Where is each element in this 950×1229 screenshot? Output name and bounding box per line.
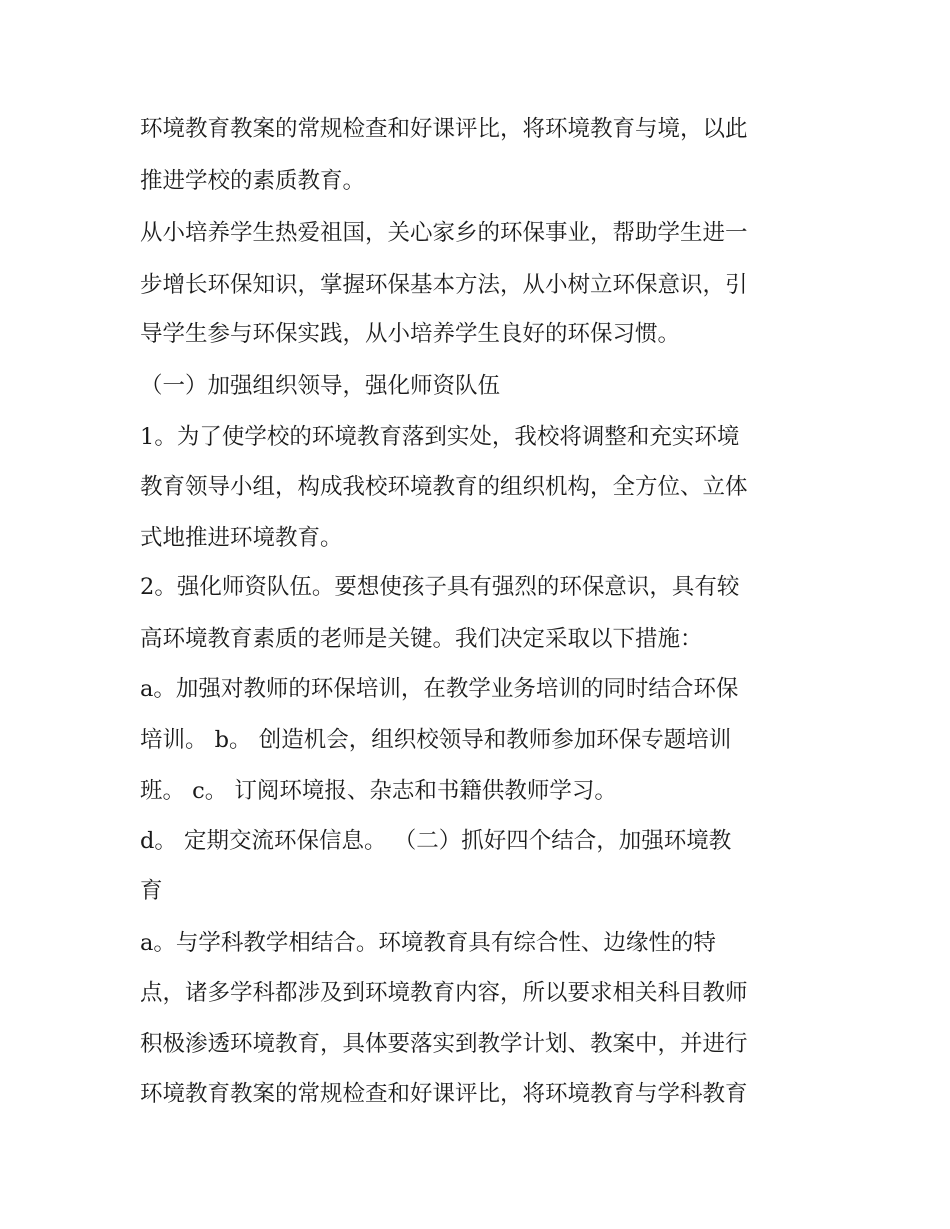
text-line-5: 导学生参与环保实践，从小培养学生良好的环保习惯。 — [140, 321, 681, 347]
text-line-1: 环境教育教案的常规检查和好课评比，将环境教育与境，以此 — [140, 116, 748, 142]
text-line-12: a。加强对教师的环保培训，在教学业务培训的同时结合环保 — [140, 676, 739, 702]
text-line-9: 式地推进环境教育。 — [140, 525, 343, 551]
text-line-15: d。 定期交流环保信息。 （二）抓好四个结合，加强环境教 — [140, 828, 732, 854]
text-line-20: 环境教育教案的常规检查和好课评比，将环境教育与学科教育 — [140, 1081, 748, 1107]
text-line-3: 从小培养学生热爱祖国，关心家乡的环保事业，帮助学生进一 — [140, 220, 748, 246]
text-line-2: 推进学校的素质教育。 — [140, 168, 366, 194]
text-line-7: 1。为了使学校的环境教育落到实处，我校将调整和充实环境 — [140, 424, 740, 450]
text-line-13: 培训。 b。 创造机会，组织校领导和教师参加环保专题培训 — [140, 727, 732, 753]
text-line-8: 教育领导小组，构成我校环境教育的组织机构，全方位、立体 — [140, 474, 748, 500]
text-line-11: 高环境教育素质的老师是关键。我们决定采取以下措施： — [140, 626, 703, 652]
text-line-10: 2。强化师资队伍。要想使孩子具有强烈的环保意识，具有较 — [140, 574, 740, 600]
text-line-6: （一）加强组织领导，强化师资队伍 — [140, 373, 501, 399]
text-line-14: 班。 c。 订阅环境报、杂志和书籍供教师学习。 — [140, 778, 617, 804]
text-line-19: 积极渗透环境教育，具体要落实到教学计划、教案中，并进行 — [140, 1031, 748, 1057]
text-line-16: 育 — [140, 878, 163, 904]
text-line-18: 点，诸多学科都涉及到环境教育内容，所以要求相关科目教师 — [140, 980, 748, 1006]
text-line-17: a。与学科教学相结合。环境教育具有综合性、边缘性的特 — [140, 930, 716, 956]
text-line-4: 步增长环保知识，掌握环保基本方法，从小树立环保意识，引 — [140, 272, 748, 298]
